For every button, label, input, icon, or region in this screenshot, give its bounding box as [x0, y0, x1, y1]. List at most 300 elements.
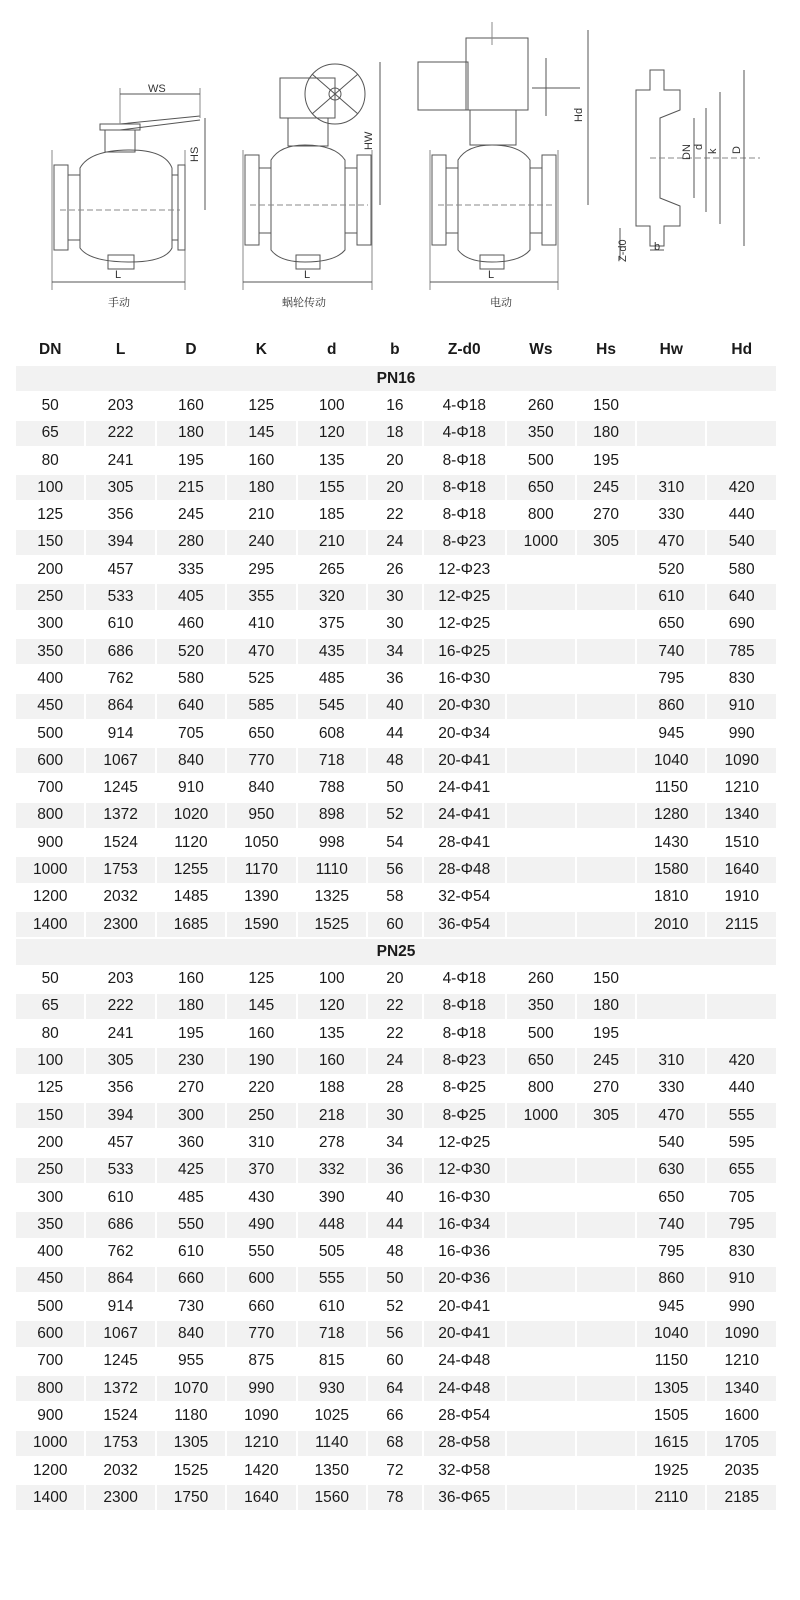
table-cell: 280 [157, 530, 225, 555]
table-cell: 700 [16, 1349, 84, 1374]
table-header [16, 336, 776, 364]
table-cell: 420 [707, 475, 776, 500]
flange-b-label: b [654, 241, 661, 253]
table-cell [507, 639, 575, 664]
table-cell: 910 [157, 775, 225, 800]
table-cell: 1505 [637, 1403, 705, 1428]
table-cell [507, 1321, 575, 1346]
table-cell [577, 666, 635, 691]
table-cell [507, 775, 575, 800]
table-cell: 914 [86, 721, 154, 746]
table-cell: 36 [368, 1158, 422, 1183]
table-cell: 24 [368, 530, 422, 555]
table-cell: 1430 [637, 830, 705, 855]
table-cell: 770 [227, 1321, 295, 1346]
worm-valve-drawing [243, 62, 380, 290]
column-header-dn: DN [16, 336, 84, 364]
table-cell: 1640 [227, 1485, 295, 1510]
table-cell: 1200 [16, 885, 84, 910]
table-cell: 203 [86, 393, 154, 418]
table-cell: 145 [227, 994, 295, 1019]
table-cell: 815 [298, 1349, 366, 1374]
table-cell: 20-Φ30 [424, 694, 505, 719]
table-cell: 610 [86, 612, 154, 637]
table-cell [577, 1431, 635, 1456]
table-cell: 718 [298, 1321, 366, 1346]
column-header-l: L [86, 336, 154, 364]
table-cell: 210 [227, 502, 295, 527]
table-cell: 36-Φ65 [424, 1485, 505, 1510]
table-cell: 1280 [637, 803, 705, 828]
table-cell: 640 [707, 584, 776, 609]
table-cell: 26 [368, 557, 422, 582]
table-cell: 1200 [16, 1458, 84, 1483]
table-cell: 435 [298, 639, 366, 664]
table-cell [507, 1458, 575, 1483]
table-row [16, 1431, 776, 1456]
table-cell: 945 [637, 721, 705, 746]
table-cell: 460 [157, 612, 225, 637]
table-cell: 718 [298, 748, 366, 773]
table-cell [577, 803, 635, 828]
table-cell: 800 [507, 502, 575, 527]
table-cell [707, 421, 776, 446]
table-cell: 278 [298, 1130, 366, 1155]
table-cell [507, 1158, 575, 1183]
section-title: PN16 [16, 366, 776, 391]
table-cell: 8-Φ18 [424, 448, 505, 473]
table-cell: 125 [16, 502, 84, 527]
table-cell: 28-Φ41 [424, 830, 505, 855]
table-cell [577, 830, 635, 855]
table-cell: 1325 [298, 885, 366, 910]
dimension-table [14, 334, 778, 1512]
table-cell: 300 [16, 1185, 84, 1210]
table-cell: 595 [707, 1130, 776, 1155]
table-cell [507, 584, 575, 609]
table-cell: 788 [298, 775, 366, 800]
table-cell: 330 [637, 1076, 705, 1101]
table-cell: 40 [368, 694, 422, 719]
table-cell: 1210 [707, 1349, 776, 1374]
table-row [16, 721, 776, 746]
table-cell: 990 [707, 721, 776, 746]
table-cell [637, 448, 705, 473]
table-cell: 356 [86, 502, 154, 527]
table-cell: 180 [577, 994, 635, 1019]
table-cell: 28-Φ48 [424, 857, 505, 882]
table-row [16, 857, 776, 882]
table-cell: 705 [707, 1185, 776, 1210]
table-cell: 8-Φ18 [424, 1021, 505, 1046]
table-cell [577, 1485, 635, 1510]
table-cell: 1245 [86, 775, 154, 800]
table-cell [577, 885, 635, 910]
table-row [16, 1321, 776, 1346]
table-cell: 160 [298, 1048, 366, 1073]
table-row [16, 1349, 776, 1374]
table-row [16, 1212, 776, 1237]
table-cell: 2035 [707, 1458, 776, 1483]
table-cell: 48 [368, 1240, 422, 1265]
section-row [16, 366, 776, 391]
table-cell: 500 [16, 721, 84, 746]
table-cell: 1510 [707, 830, 776, 855]
table-cell: 1390 [227, 885, 295, 910]
table-cell: 50 [16, 967, 84, 992]
table-cell: 500 [16, 1294, 84, 1319]
hw-label: HW [363, 131, 375, 150]
table-cell: 800 [507, 1076, 575, 1101]
table-cell: 24 [368, 1048, 422, 1073]
table-cell: 545 [298, 694, 366, 719]
table-cell: 12-Φ25 [424, 1130, 505, 1155]
table-cell: 350 [16, 639, 84, 664]
table-cell: 450 [16, 1267, 84, 1292]
table-cell: 16-Φ25 [424, 639, 505, 664]
table-cell: 12-Φ30 [424, 1158, 505, 1183]
table-row [16, 1267, 776, 1292]
table-cell: 555 [707, 1103, 776, 1128]
table-cell: 1525 [298, 912, 366, 937]
table-cell [507, 1294, 575, 1319]
table-cell: 78 [368, 1485, 422, 1510]
table-cell: 740 [637, 1212, 705, 1237]
table-cell [507, 694, 575, 719]
table-cell: 450 [16, 694, 84, 719]
table-cell [507, 666, 575, 691]
table-cell: 1524 [86, 830, 154, 855]
dimension-table-container [14, 334, 778, 1512]
table-cell: 60 [368, 912, 422, 937]
table-cell: 16-Φ30 [424, 1185, 505, 1210]
table-cell: 1000 [16, 857, 84, 882]
table-cell: 350 [16, 1212, 84, 1237]
table-cell: 180 [157, 994, 225, 1019]
table-cell: 22 [368, 1021, 422, 1046]
table-body [16, 366, 776, 1510]
table-cell [507, 857, 575, 882]
table-cell: 60 [368, 1349, 422, 1374]
table-cell: 490 [227, 1212, 295, 1237]
table-cell: 2110 [637, 1485, 705, 1510]
table-cell: 72 [368, 1458, 422, 1483]
table-cell: 20 [368, 967, 422, 992]
electric-caption: 电动 [490, 296, 512, 309]
table-cell: 34 [368, 639, 422, 664]
table-cell: 860 [637, 1267, 705, 1292]
table-cell: 222 [86, 421, 154, 446]
table-cell: 1350 [298, 1458, 366, 1483]
table-cell [507, 1403, 575, 1428]
table-cell [577, 1158, 635, 1183]
table-cell [507, 803, 575, 828]
table-cell: 405 [157, 584, 225, 609]
column-header-hw: Hw [637, 336, 705, 364]
table-cell: 241 [86, 1021, 154, 1046]
table-row [16, 775, 776, 800]
hd-label: Hd [573, 107, 585, 122]
flange-dn-label: DN [681, 144, 693, 160]
table-cell: 795 [707, 1212, 776, 1237]
table-cell: 955 [157, 1349, 225, 1374]
table-cell: 580 [707, 557, 776, 582]
table-cell [577, 775, 635, 800]
table-cell [707, 393, 776, 418]
table-cell: 24-Φ41 [424, 775, 505, 800]
table-cell: 585 [227, 694, 295, 719]
table-cell: 8-Φ18 [424, 994, 505, 1019]
table-cell: 30 [368, 612, 422, 637]
table-cell [507, 721, 575, 746]
table-cell: 1753 [86, 857, 154, 882]
table-cell: 1150 [637, 775, 705, 800]
table-cell: 864 [86, 694, 154, 719]
table-cell: 1485 [157, 885, 225, 910]
table-cell [577, 694, 635, 719]
table-row [16, 1458, 776, 1483]
table-cell: 830 [707, 666, 776, 691]
table-cell: 1110 [298, 857, 366, 882]
table-cell: 650 [637, 1185, 705, 1210]
table-cell [577, 584, 635, 609]
column-header-k: K [227, 336, 295, 364]
table-cell: 135 [298, 1021, 366, 1046]
table-cell: 64 [368, 1376, 422, 1401]
table-cell: 22 [368, 994, 422, 1019]
table-cell: 1170 [227, 857, 295, 882]
table-row [16, 1130, 776, 1155]
table-cell: 155 [298, 475, 366, 500]
table-cell [507, 912, 575, 937]
table-cell: 1090 [227, 1403, 295, 1428]
table-cell: 50 [368, 1267, 422, 1292]
table-cell: 4-Φ18 [424, 393, 505, 418]
table-cell: 310 [637, 1048, 705, 1073]
table-cell: 30 [368, 1103, 422, 1128]
table-cell: 580 [157, 666, 225, 691]
table-cell: 150 [16, 530, 84, 555]
table-cell: 195 [577, 448, 635, 473]
table-cell: 910 [707, 694, 776, 719]
table-cell: 125 [227, 393, 295, 418]
table-cell: 998 [298, 830, 366, 855]
table-cell [577, 1267, 635, 1292]
table-cell: 190 [227, 1048, 295, 1073]
table-cell: 30 [368, 584, 422, 609]
table-cell: 1705 [707, 1431, 776, 1456]
table-cell: 24-Φ41 [424, 803, 505, 828]
table-cell: 120 [298, 994, 366, 1019]
table-row [16, 393, 776, 418]
table-cell: 203 [86, 967, 154, 992]
table-cell: 230 [157, 1048, 225, 1073]
table-cell: 360 [157, 1130, 225, 1155]
table-cell: 160 [157, 967, 225, 992]
table-cell: 660 [227, 1294, 295, 1319]
table-cell: 1685 [157, 912, 225, 937]
table-cell: 8-Φ23 [424, 1048, 505, 1073]
column-header-b: b [368, 336, 422, 364]
table-cell: 457 [86, 557, 154, 582]
table-row [16, 612, 776, 637]
table-cell [577, 721, 635, 746]
section-row [16, 939, 776, 964]
table-cell: 54 [368, 830, 422, 855]
table-cell: 20-Φ41 [424, 748, 505, 773]
table-cell: 195 [157, 448, 225, 473]
table-cell: 245 [157, 502, 225, 527]
table-cell: 705 [157, 721, 225, 746]
table-cell [507, 1185, 575, 1210]
table-cell: 241 [86, 448, 154, 473]
table-row [16, 421, 776, 446]
table-cell: 700 [16, 775, 84, 800]
table-cell: 555 [298, 1267, 366, 1292]
table-cell: 550 [157, 1212, 225, 1237]
table-cell: 56 [368, 1321, 422, 1346]
table-cell: 180 [227, 475, 295, 500]
table-cell: 610 [157, 1240, 225, 1265]
table-cell: 840 [157, 1321, 225, 1346]
table-cell: 600 [16, 748, 84, 773]
section-title: PN25 [16, 939, 776, 964]
table-cell: 40 [368, 1185, 422, 1210]
table-cell [577, 857, 635, 882]
table-cell [577, 1240, 635, 1265]
table-cell: 310 [227, 1130, 295, 1155]
table-cell: 898 [298, 803, 366, 828]
table-cell: 370 [227, 1158, 295, 1183]
table-cell [707, 967, 776, 992]
table-cell: 1600 [707, 1403, 776, 1428]
table-cell: 200 [16, 1130, 84, 1155]
table-cell: 52 [368, 1294, 422, 1319]
manual-l-label: L [115, 269, 122, 281]
table-cell: 1040 [637, 1321, 705, 1346]
table-cell: 686 [86, 1212, 154, 1237]
table-cell: 762 [86, 1240, 154, 1265]
table-cell [707, 1021, 776, 1046]
table-cell: 610 [637, 584, 705, 609]
table-cell [507, 1431, 575, 1456]
table-cell: 80 [16, 1021, 84, 1046]
table-cell [507, 1130, 575, 1155]
table-cell: 305 [577, 1103, 635, 1128]
table-cell: 520 [637, 557, 705, 582]
table-cell: 350 [507, 994, 575, 1019]
table-cell: 430 [227, 1185, 295, 1210]
table-cell: 1120 [157, 830, 225, 855]
table-cell: 762 [86, 666, 154, 691]
table-cell: 260 [507, 393, 575, 418]
table-cell: 864 [86, 1267, 154, 1292]
table-cell: 990 [227, 1376, 295, 1401]
table-cell: 1305 [637, 1376, 705, 1401]
table-cell: 28-Φ58 [424, 1431, 505, 1456]
table-cell: 950 [227, 803, 295, 828]
table-cell: 1000 [507, 1103, 575, 1128]
table-cell: 2300 [86, 1485, 154, 1510]
table-cell [577, 1349, 635, 1374]
table-cell: 16-Φ34 [424, 1212, 505, 1237]
table-cell: 394 [86, 530, 154, 555]
table-cell: 125 [16, 1076, 84, 1101]
column-header-hd: Hd [707, 336, 776, 364]
table-cell: 470 [227, 639, 295, 664]
table-cell: 160 [157, 393, 225, 418]
table-row [16, 1294, 776, 1319]
table-row [16, 1021, 776, 1046]
table-cell: 795 [637, 1240, 705, 1265]
valve-drawings [0, 0, 800, 330]
table-row [16, 1103, 776, 1128]
table-cell: 20 [368, 448, 422, 473]
table-cell: 410 [227, 612, 295, 637]
table-cell: 50 [16, 393, 84, 418]
table-cell: 215 [157, 475, 225, 500]
table-cell: 860 [637, 694, 705, 719]
table-cell: 310 [637, 475, 705, 500]
table-cell: 150 [577, 393, 635, 418]
table-cell: 120 [298, 421, 366, 446]
table-cell: 1372 [86, 803, 154, 828]
table-cell: 1750 [157, 1485, 225, 1510]
table-cell: 1025 [298, 1403, 366, 1428]
table-cell: 375 [298, 612, 366, 637]
table-cell: 125 [227, 967, 295, 992]
table-cell: 910 [707, 1267, 776, 1292]
table-cell: 1040 [637, 748, 705, 773]
table-row [16, 912, 776, 937]
table-cell: 485 [157, 1185, 225, 1210]
table-row [16, 694, 776, 719]
table-cell: 2010 [637, 912, 705, 937]
table-cell: 28 [368, 1076, 422, 1101]
table-cell: 260 [507, 967, 575, 992]
table-cell: 8-Φ18 [424, 475, 505, 500]
table-cell [507, 1240, 575, 1265]
table-cell: 650 [227, 721, 295, 746]
manual-caption: 手动 [108, 296, 130, 309]
table-cell [577, 1376, 635, 1401]
manual-valve-drawing [52, 88, 205, 290]
table-cell: 650 [507, 1048, 575, 1073]
table-cell: 740 [637, 639, 705, 664]
table-cell: 394 [86, 1103, 154, 1128]
table-cell: 188 [298, 1076, 366, 1101]
table-cell: 32-Φ54 [424, 885, 505, 910]
table-cell: 650 [507, 475, 575, 500]
table-cell: 185 [298, 502, 366, 527]
table-cell [637, 1021, 705, 1046]
table-cell: 50 [368, 775, 422, 800]
table-row [16, 1158, 776, 1183]
table-cell: 222 [86, 994, 154, 1019]
table-cell [637, 967, 705, 992]
table-cell [507, 1376, 575, 1401]
table-cell: 270 [157, 1076, 225, 1101]
table-cell: 505 [298, 1240, 366, 1265]
table-cell: 533 [86, 584, 154, 609]
table-cell: 8-Φ18 [424, 502, 505, 527]
table-cell: 250 [227, 1103, 295, 1128]
table-cell: 800 [16, 803, 84, 828]
table-cell: 1140 [298, 1431, 366, 1456]
table-cell: 56 [368, 857, 422, 882]
table-cell: 840 [157, 748, 225, 773]
table-cell: 20-Φ36 [424, 1267, 505, 1292]
